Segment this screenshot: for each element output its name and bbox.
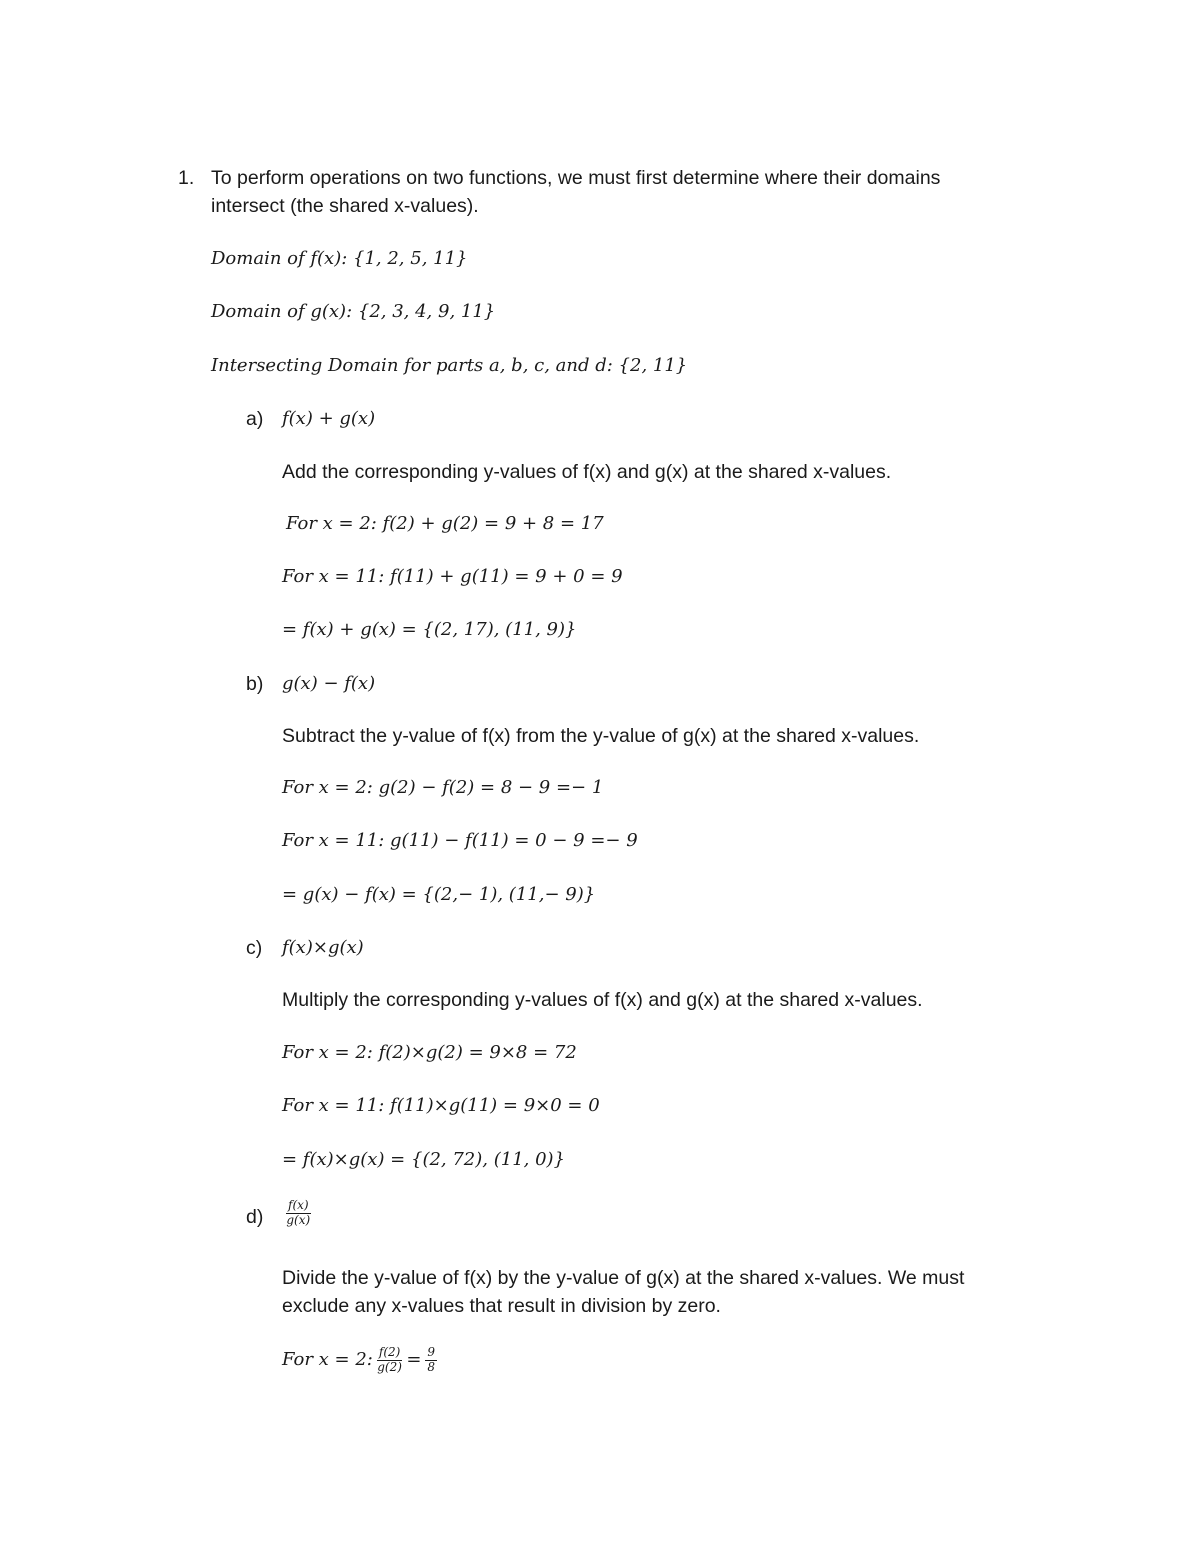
part-a-label: a) <box>246 408 264 430</box>
equals-sign: = <box>406 1349 422 1371</box>
domain-g: Domain of g(x): {2, 3, 4, 9, 11} <box>211 301 496 322</box>
part-c-result: = f(x)×g(x) = {(2, 72), (11, 0)} <box>282 1149 566 1170</box>
intersecting-domain: Intersecting Domain for parts a, b, c, and d: {2, 11} <box>211 355 688 376</box>
part-a-result: = f(x) + g(x) = {(2, 17), (11, 9)} <box>282 619 577 640</box>
part-b-result: = g(x) − f(x) = {(2,− 1), (11,− 9)} <box>282 884 596 905</box>
item-number: 1. <box>178 167 195 189</box>
part-d-line-prefix: For x = 2: <box>282 1349 373 1371</box>
part-d-heading-fraction <box>286 1199 311 1228</box>
fraction-numerator: f(2) <box>378 1345 401 1359</box>
intro-line-2: intersect (the shared x-values). <box>211 195 479 217</box>
fraction-numerator: 9 <box>427 1345 436 1359</box>
part-b-heading: g(x) − f(x) <box>282 673 376 694</box>
part-d-desc-1: Divide the y-value of f(x) by the y-value of g(x) at the shared x-values. We must <box>282 1267 965 1289</box>
part-c-desc: Multiply the corresponding y-values of f(x) and g(x) at the shared x-values. <box>282 989 923 1011</box>
part-a-line-1: For x = 2: f(2) + g(2) = 9 + 8 = 17 <box>286 513 604 534</box>
part-d-label: d) <box>246 1206 264 1228</box>
fraction-denominator: 8 <box>427 1359 436 1374</box>
fraction-numerator: f(x) <box>288 1198 309 1212</box>
fraction-denominator: g(2) <box>377 1359 402 1374</box>
domain-f: Domain of f(x): {1, 2, 5, 11} <box>211 248 468 269</box>
part-a-desc: Add the corresponding y-values of f(x) and g(x) at the shared x-values. <box>282 461 892 483</box>
part-b-desc: Subtract the y-value of f(x) from the y-value of g(x) at the shared x-values. <box>282 725 920 747</box>
part-b-line-2: For x = 11: g(11) − f(11) = 0 − 9 =− 9 <box>282 830 638 851</box>
part-b-line-1: For x = 2: g(2) − f(2) = 8 − 9 =− 1 <box>282 777 604 798</box>
part-a-heading: f(x) + g(x) <box>282 408 376 429</box>
part-b-label: b) <box>246 673 264 695</box>
fraction-denominator: g(x) <box>286 1212 311 1227</box>
part-d-line-1 <box>282 1346 437 1375</box>
part-d-desc-2: exclude any x-values that result in division by zero. <box>282 1295 721 1317</box>
intro-line-1: To perform operations on two functions, we must first determine where their domains <box>211 167 941 189</box>
part-c-line-2: For x = 11: f(11)×g(11) = 9×0 = 0 <box>282 1095 600 1116</box>
part-c-line-1: For x = 2: f(2)×g(2) = 9×8 = 72 <box>282 1042 577 1063</box>
part-c-label: c) <box>246 937 263 959</box>
part-a-line-2: For x = 11: f(11) + g(11) = 9 + 0 = 9 <box>282 566 623 587</box>
part-c-heading: f(x)×g(x) <box>282 937 364 958</box>
